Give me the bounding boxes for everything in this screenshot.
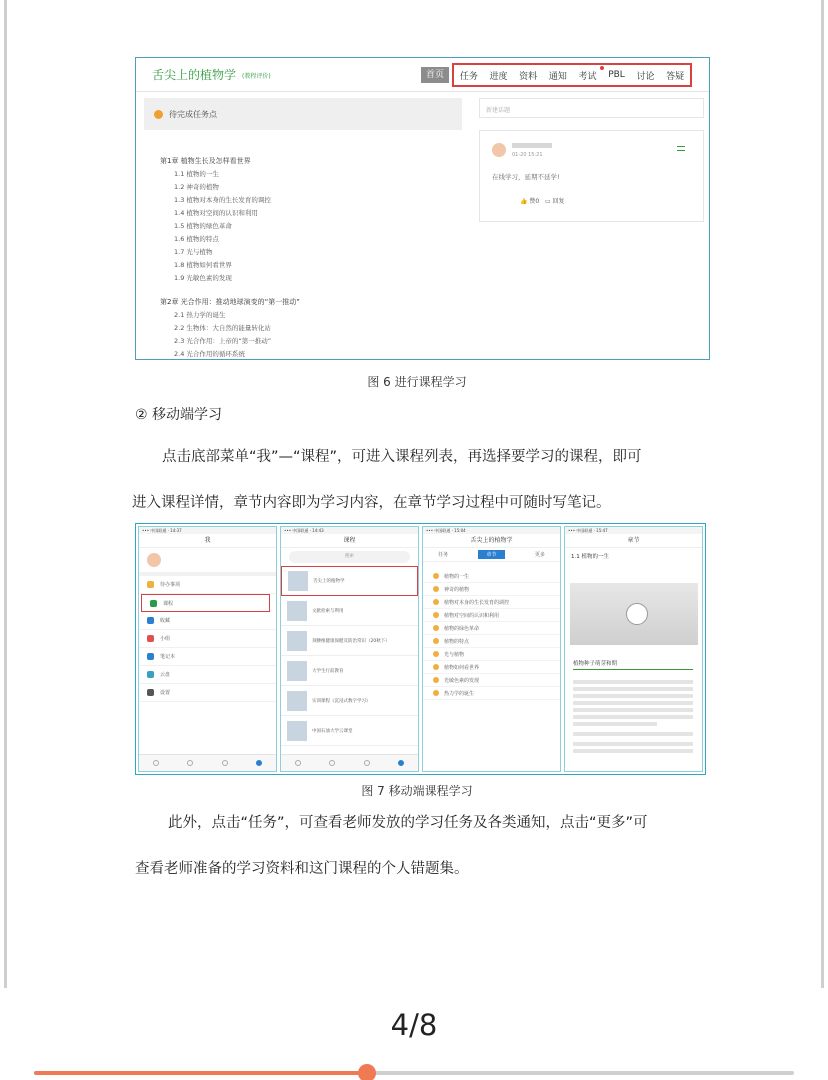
chapter-name: 光与植物 — [444, 651, 465, 658]
chapter-item: 1.4 植物对空间的认识和利用 — [174, 209, 258, 217]
search-input: 搜索 — [289, 551, 410, 563]
chapter-item: 1.9 光敏色素的发现 — [174, 274, 232, 282]
tab: 任务 — [438, 552, 449, 558]
course-row — [281, 716, 418, 746]
chapter-name: 植物对空间的认识和利用 — [444, 612, 500, 619]
paragraph-2-line: 此外，点击“任务”，可查看老师发放的学习任务及各类通知，点击“更多”可 — [168, 815, 648, 831]
course-thumbnail — [287, 721, 307, 741]
menu-item — [139, 630, 276, 648]
chapter-name: 植物如何看世界 — [444, 664, 480, 671]
section-heading: ② 移动端学习 — [135, 407, 223, 423]
chapter-row — [423, 570, 560, 583]
status-bar: ••• 中国联通 · 14:37 — [139, 527, 276, 534]
paragraph-2-line: 查看老师准备的学习资料和这门课程的个人错题集。 — [135, 861, 469, 877]
reply-label: 回复 — [552, 198, 565, 205]
pending-tasks-bar — [144, 98, 462, 130]
phone-courses-screen — [280, 526, 419, 772]
nav-item: 讨论 — [636, 71, 655, 82]
chapter-dot-icon — [433, 599, 439, 605]
nav-item: 任务 — [459, 71, 478, 82]
menu-label: 小组 — [160, 636, 171, 642]
phone-me-screen — [138, 526, 277, 772]
nav-item: 资料 — [519, 71, 538, 82]
chapter-dot-icon — [433, 625, 439, 631]
course-thumbnail — [288, 571, 308, 591]
chapter-item: 1.2 神奇的植物 — [174, 183, 219, 191]
status-bar: ••• 中国联通 · 15:04 — [423, 527, 560, 534]
document-page — [4, 0, 824, 988]
page-indicator: 4/8 — [390, 1008, 438, 1042]
post-text: 在线学习，延期不延学! — [492, 173, 560, 181]
menu-item — [139, 684, 276, 702]
new-topic-input: 新建话题 — [479, 98, 704, 118]
menu-label: 课程 — [163, 600, 174, 607]
post-time: 01-20 15:21 — [512, 152, 543, 158]
chapter-dot-icon — [433, 612, 439, 618]
home-tab: 首页 — [421, 67, 449, 83]
chapter-name: 热力学的诞生 — [444, 690, 475, 697]
menu-icon — [677, 146, 685, 151]
course-thumbnail — [287, 631, 307, 651]
chapter-dot-icon — [433, 664, 439, 670]
menu-item — [139, 666, 276, 684]
notification-dot — [600, 66, 604, 70]
phone3-chapter-list — [423, 570, 560, 700]
figure7-caption: 图 7 移动端课程学习 — [361, 784, 473, 798]
menu-icon — [147, 689, 154, 696]
nav-item: 答疑 — [666, 71, 685, 82]
chapter-item: 2.4 光合作用的循环系统 — [174, 350, 245, 358]
phone3-title: 舌尖上的植物学 — [423, 534, 560, 548]
chapter-dot-icon — [433, 638, 439, 644]
chapter-item: 2.2 生物体：大自然的能量转化站 — [174, 324, 271, 332]
chapter-row — [423, 648, 560, 661]
chapter-item: 2.3 光合作用：上帝的“第一推动” — [174, 337, 272, 345]
profile-row — [139, 548, 276, 576]
pending-title: 待完成任务点 — [169, 109, 217, 119]
phone2-title: 课程 — [281, 534, 418, 548]
chapter-dot-icon — [433, 677, 439, 683]
lesson-text-block — [573, 677, 693, 756]
phone4-section: 1.1 植物的一生 — [571, 554, 609, 560]
figure-course-web-screenshot — [135, 57, 710, 360]
chapter-name: 植物对本身的生长发育的调控 — [444, 599, 510, 606]
course-name: 文献检索与利用 — [312, 608, 344, 614]
phone-chapters-screen — [422, 526, 561, 772]
menu-label: 待办事项 — [160, 582, 181, 588]
chapter-row — [423, 583, 560, 596]
menu-label: 设置 — [160, 690, 171, 696]
page-progress-handle[interactable] — [358, 1064, 376, 1080]
chapter-dot-icon — [433, 690, 439, 696]
menu-label: 云盘 — [160, 672, 171, 678]
menu-icon — [147, 671, 154, 678]
chapter-item: 2.1 热力学的诞生 — [174, 311, 226, 319]
chapter-name: 植物的一生 — [444, 573, 470, 580]
course-subtitle: (教程评价) — [242, 73, 271, 80]
phone1-menu — [139, 576, 276, 702]
paragraph-1 — [132, 434, 707, 526]
page-progress-slider[interactable] — [34, 1071, 794, 1075]
tab: 更多 — [534, 552, 545, 558]
course-header — [136, 58, 709, 92]
course-name: 舌尖上的植物学 — [313, 579, 345, 584]
menu-item — [139, 576, 276, 594]
menu-label: 收藏 — [160, 618, 171, 624]
status-bar: ••• 中国联通 · 14:43 — [281, 527, 418, 534]
chapter-list — [144, 154, 462, 360]
page-progress-fill — [34, 1071, 367, 1075]
chapter-row — [423, 674, 560, 687]
bottom-nav — [281, 754, 418, 771]
chapter-item: 1.3 植物对本身的生长发育的调控 — [174, 196, 271, 204]
menu-item — [139, 648, 276, 666]
chapter-item: 1.6 植物的特点 — [174, 235, 219, 243]
chapter-row — [423, 687, 560, 700]
paragraph-2 — [132, 800, 707, 892]
chapter-row — [423, 609, 560, 622]
chapter-heading: 第1章 植物生长及怎样看世界 — [160, 157, 251, 165]
chapter-row — [423, 635, 560, 648]
paragraph-1-line: 进入课程详情，章节内容即为学习内容，在章节学习过程中可随时写笔记。 — [132, 495, 611, 511]
chapter-name: 植物的特点 — [444, 638, 470, 645]
discussion-panel — [479, 98, 704, 356]
nav-item: 考试 — [578, 71, 597, 82]
pager-bar — [0, 988, 828, 1080]
chapter-row — [423, 661, 560, 674]
menu-icon — [147, 581, 154, 588]
phone3-tabs — [423, 548, 560, 562]
menu-icon — [147, 635, 154, 642]
menu-item — [139, 612, 276, 630]
tab: 章节 — [478, 550, 504, 559]
course-list — [281, 566, 418, 746]
nav-item: PBL — [608, 70, 625, 80]
chapter-dot-icon — [433, 586, 439, 592]
course-name: 实训课程《沉浸式数字学习》 — [312, 698, 371, 704]
phone4-title: 章节 — [565, 534, 702, 548]
chapter-item: 1.1 植物的一生 — [174, 170, 219, 178]
phone-lesson-screen — [564, 526, 703, 772]
post-actions: 👍 赞0 ▭ 回复 — [520, 198, 565, 205]
figure6-caption: 图 6 进行课程学习 — [367, 375, 467, 389]
phone1-title: 我 — [139, 534, 276, 548]
paragraph-1-line: 点击底部菜单“我”—“课程”，可进入课程列表，再选择要学习的课程，即可 — [162, 449, 642, 465]
nav-item: 进度 — [489, 71, 508, 82]
course-row — [281, 686, 418, 716]
course-name: 大学生行前教育 — [312, 668, 344, 674]
menu-icon — [150, 600, 157, 607]
chapter-row — [423, 622, 560, 635]
avatar — [147, 553, 161, 567]
course-title: 舌尖上的植物学 — [152, 68, 237, 82]
chapter-dot-icon — [433, 651, 439, 657]
course-thumbnail — [287, 691, 307, 711]
menu-icon — [147, 653, 154, 660]
course-name: 颈腰椎健康保健及防治常识（20秋下） — [312, 638, 390, 644]
chapter-item: 1.8 植物如何看世界 — [174, 261, 232, 269]
status-bar: ••• 中国联通 · 15:47 — [565, 527, 702, 534]
nav-item: 通知 — [548, 71, 567, 82]
course-row — [281, 656, 418, 686]
course-name: 中国石油大学云课堂 — [312, 728, 353, 734]
chapter-heading: 第2章 光合作用：推动地球演变的“第一推动” — [160, 298, 300, 306]
figure-mobile-screenshots — [135, 523, 706, 775]
chapter-panel — [144, 98, 462, 356]
chapter-name: 植物的绿色革命 — [444, 625, 480, 632]
chapter-item: 1.5 植物的绿色革命 — [174, 222, 232, 230]
chapter-item: 1.7 光与植物 — [174, 248, 213, 256]
course-row — [281, 596, 418, 626]
chapter-row — [423, 596, 560, 609]
bottom-nav — [139, 754, 276, 771]
course-thumbnail — [287, 661, 307, 681]
chapter-dot-icon — [433, 573, 439, 579]
course-nav-highlight — [452, 63, 692, 87]
course-thumbnail — [287, 601, 307, 621]
course-row — [281, 566, 418, 596]
play-icon — [626, 603, 648, 625]
menu-label: 笔记本 — [160, 654, 176, 660]
menu-icon — [147, 617, 154, 624]
avatar — [492, 143, 506, 157]
pending-dot-icon — [154, 110, 163, 119]
chapter-name: 光敏色素的发现 — [444, 677, 480, 684]
chapter-name: 神奇的植物 — [444, 586, 470, 593]
course-row — [281, 626, 418, 656]
discussion-post — [479, 130, 704, 222]
like-count: 赞0 — [529, 198, 540, 205]
blurred-username — [512, 143, 552, 148]
video-thumbnail — [570, 583, 698, 645]
menu-item — [141, 594, 270, 612]
video-title: 植物种子萌芽和期 — [573, 659, 693, 670]
